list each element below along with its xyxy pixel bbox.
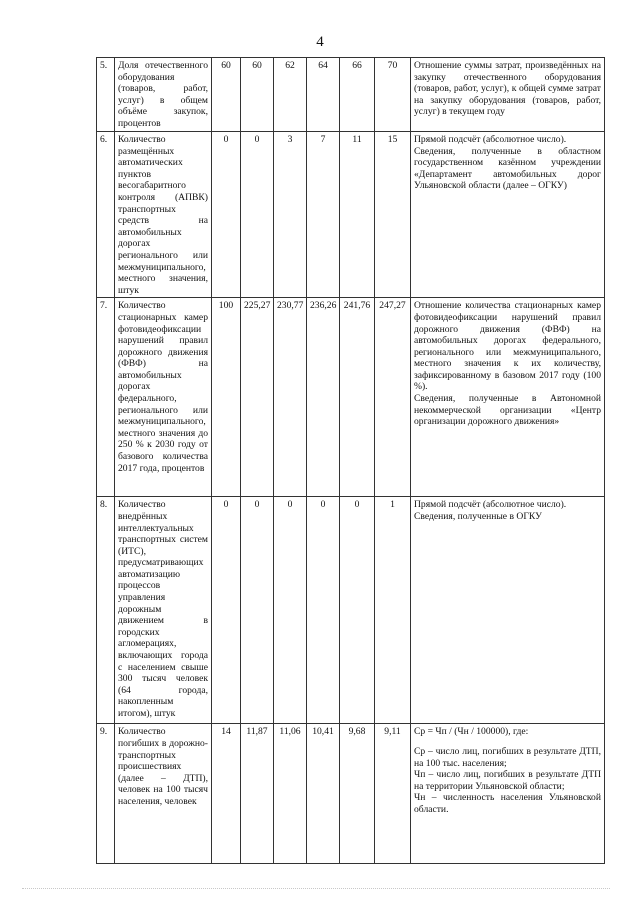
value-cell: 11,87 xyxy=(241,724,274,864)
value-cell: 0 xyxy=(307,497,340,724)
value-cell: 241,76 xyxy=(340,298,375,497)
method-paragraph: Чп – число лиц, погибших в результате ДТП на территории Ульяновской области; xyxy=(414,769,601,792)
indicator-name: Доля отечественного оборудования (товаров, работ, услуг) в общем объёме закупок, процентов xyxy=(115,58,212,132)
value-cell: 14 xyxy=(212,724,241,864)
indicators-table xyxy=(96,57,605,864)
value-cell: 0 xyxy=(241,132,274,298)
method-paragraph: Прямой подсчёт (абсолютное число). xyxy=(414,499,567,511)
paragraph-spacer xyxy=(414,738,601,746)
value-cell: 7 xyxy=(307,132,340,298)
value-cell: 0 xyxy=(241,497,274,724)
table-row xyxy=(97,497,605,724)
table-body xyxy=(97,58,605,864)
value-cell: 236,26 xyxy=(307,298,340,497)
value-cell: 10,41 xyxy=(307,724,340,864)
value-cell: 15 xyxy=(375,132,411,298)
calculation-method xyxy=(411,132,605,298)
value-cell: 11,06 xyxy=(274,724,307,864)
calculation-method xyxy=(411,298,605,497)
method-paragraph: Ср – число лиц, погибших в результате ДТП, на 100 тыс. населения; xyxy=(414,745,601,769)
table-row xyxy=(97,132,605,298)
indicator-name: Количество стационарных камер фотовидеофиксации нарушений правил дорожного движения (ФВФ) на автомобильных дорогах федерального, регионального или межмуниципального, местного значения до 250 % к 2030 году от базового количества 2017 года, процентов xyxy=(115,298,212,497)
calculation-method xyxy=(411,497,605,724)
value-cell: 0 xyxy=(340,497,375,724)
method-paragraph: Сведения, полученные в областном государственном казённом учреждении «Департамент автомобильных дорог Ульяновской области (далее – ОГКУ) xyxy=(414,145,601,192)
table-row xyxy=(97,298,605,497)
indicator-name: Количество погибших в дорожно-транспортных происшествиях (далее – ДТП), человек на 100 тысяч населения, человек xyxy=(115,724,212,864)
value-cell: 225,27 xyxy=(241,298,274,497)
value-cell: 11 xyxy=(340,132,375,298)
value-cell: 247,27 xyxy=(375,298,411,497)
value-cell: 64 xyxy=(307,58,340,132)
indicator-name: Количество размещённых автоматических пунктов весогабаритного контроля (АПВК) транспортных средств на автомобильных дорогах регионального или межмуниципального, местного значения, штук xyxy=(115,132,212,298)
row-number: 8. xyxy=(97,497,115,724)
method-paragraph: Отношение количества стационарных камер фотовидеофиксации нарушений правил дорожного движения (ФВФ) на автомобильных дорогах федерального, регионального или межмуниципального, местного значения к их количеству, зафиксированному в базовом 2017 году (100 %). xyxy=(414,300,601,393)
value-cell: 0 xyxy=(212,497,241,724)
method-paragraph: Чн – численность населения Ульяновской области. xyxy=(414,792,601,815)
table-row xyxy=(97,724,605,864)
value-cell: 230,77 xyxy=(274,298,307,497)
scan-artifact-line xyxy=(22,888,610,891)
value-cell: 60 xyxy=(241,58,274,132)
value-cell: 62 xyxy=(274,58,307,132)
method-paragraph: Сведения, полученные в Автономной некоммерческой организации «Центр организации дорожного движения» xyxy=(414,393,601,428)
indicator-name: Количество внедрённых интеллектуальных транспортных систем (ИТС), предусматривающих автоматизацию процессов управления дорожным движением в городских агломерациях, включающих города с населением свыше 300 тысяч человек (64 города, накопленным итогом), штук xyxy=(115,497,212,724)
value-cell: 9,68 xyxy=(340,724,375,864)
value-cell: 9,11 xyxy=(375,724,411,864)
value-cell: 70 xyxy=(375,58,411,132)
value-cell: 1 xyxy=(375,497,411,724)
calculation-method xyxy=(411,724,605,864)
value-cell: 66 xyxy=(340,58,375,132)
value-cell: 60 xyxy=(212,58,241,132)
value-cell: 0 xyxy=(274,497,307,724)
calculation-method xyxy=(411,58,605,132)
row-number: 5. xyxy=(97,58,115,132)
method-paragraph: Прямой подсчёт (абсолютное число). xyxy=(414,134,567,145)
value-cell: 100 xyxy=(212,298,241,497)
row-number: 6. xyxy=(97,132,115,298)
value-cell: 3 xyxy=(274,132,307,298)
page-number: 4 xyxy=(316,34,324,50)
value-cell: 0 xyxy=(212,132,241,298)
method-paragraph: Отношение суммы затрат, произведённых на закупку отечественного оборудования (товаров, работ, услуг), к общей сумме затрат на закупку оборудования (товаров, работ, услуг) в текущем году xyxy=(414,60,601,118)
row-number: 7. xyxy=(97,298,115,497)
method-paragraph: Сведения, полученные в ОГКУ xyxy=(414,510,542,522)
formula: Ср = Чп / (Чн / 100000), где: xyxy=(414,726,529,738)
row-number: 9. xyxy=(97,724,115,864)
table-row xyxy=(97,58,605,132)
